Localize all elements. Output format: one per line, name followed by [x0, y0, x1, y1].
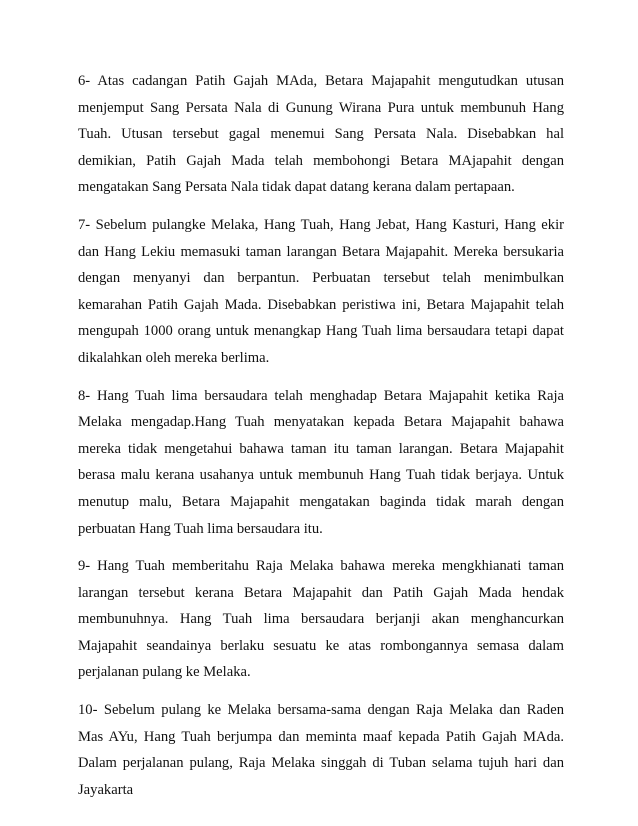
- paragraph-6: 6- Atas cadangan Patih Gajah MAda, Betara Majapahit mengutudkan utusan menjemput Sang Persata Nala di Gunung Wirana Pura untuk membunuh Hang Tuah. Utusan tersebut gagal menemui Sang Persata Nala. Disebabkan hal demikian, Patih Gajah Mada telah membohongi Betara MAjapahit dengan mengatakan Sang Persata Nala tidak dapat datang kerana dalam pertapaan.: [78, 73, 564, 196]
- document-body: [78, 68, 564, 814]
- paragraph-7: 7- Sebelum pulangke Melaka, Hang Tuah, Hang Jebat, Hang Kasturi, Hang ekir dan Hang Lekiu memasuki taman larangan Betara Majapahit. Mereka bersukaria dengan menyanyi dan berpantun. Perbuatan tersebut telah menimbulkan kemarahan Patih Gajah Mada. Disebabkan peristiwa ini, Betara Majapahit telah mengupah 1000 orang untuk menangkap Hang Tuah lima bersaudara tetapi dapat dikalahkan oleh mereka berlima.: [78, 216, 564, 366]
- paragraph-10: 10- Sebelum pulang ke Melaka bersama-sama dengan Raja Melaka dan Raden Mas AYu, Hang Tuah berjumpa dan meminta maaf kepada Patih Gajah MAda. Dalam perjalanan pulang, Raja Melaka singgah di Tuban selama tujuh hari dan Jayakarta: [78, 702, 564, 798]
- paragraph-9: 9- Hang Tuah memberitahu Raja Melaka bahawa mereka mengkhianati taman larangan tersebut kerana Betara Majapahit dan Patih Gajah Mada hendak membunuhnya. Hang Tuah lima bersaudara berjanji akan menghancurkan Majapahit seandainya berlaku sesuatu ke atas rombongannya semasa dalam perjalanan pulang ke Melaka.: [78, 558, 564, 681]
- paragraph-8: 8- Hang Tuah lima bersaudara telah menghadap Betara Majapahit ketika Raja Melaka mengadap.Hang Tuah menyatakan kepada Betara Majapahit bahawa mereka tidak mengetahui bahawa taman itu taman larangan. Betara Majapahit berasa malu kerana usahanya untuk membunuh Hang Tuah tidak berjaya. Untuk menutup malu, Betara Majapahit mengatakan baginda tidak marah dengan perbuatan Hang Tuah lima bersaudara itu.: [78, 387, 564, 537]
